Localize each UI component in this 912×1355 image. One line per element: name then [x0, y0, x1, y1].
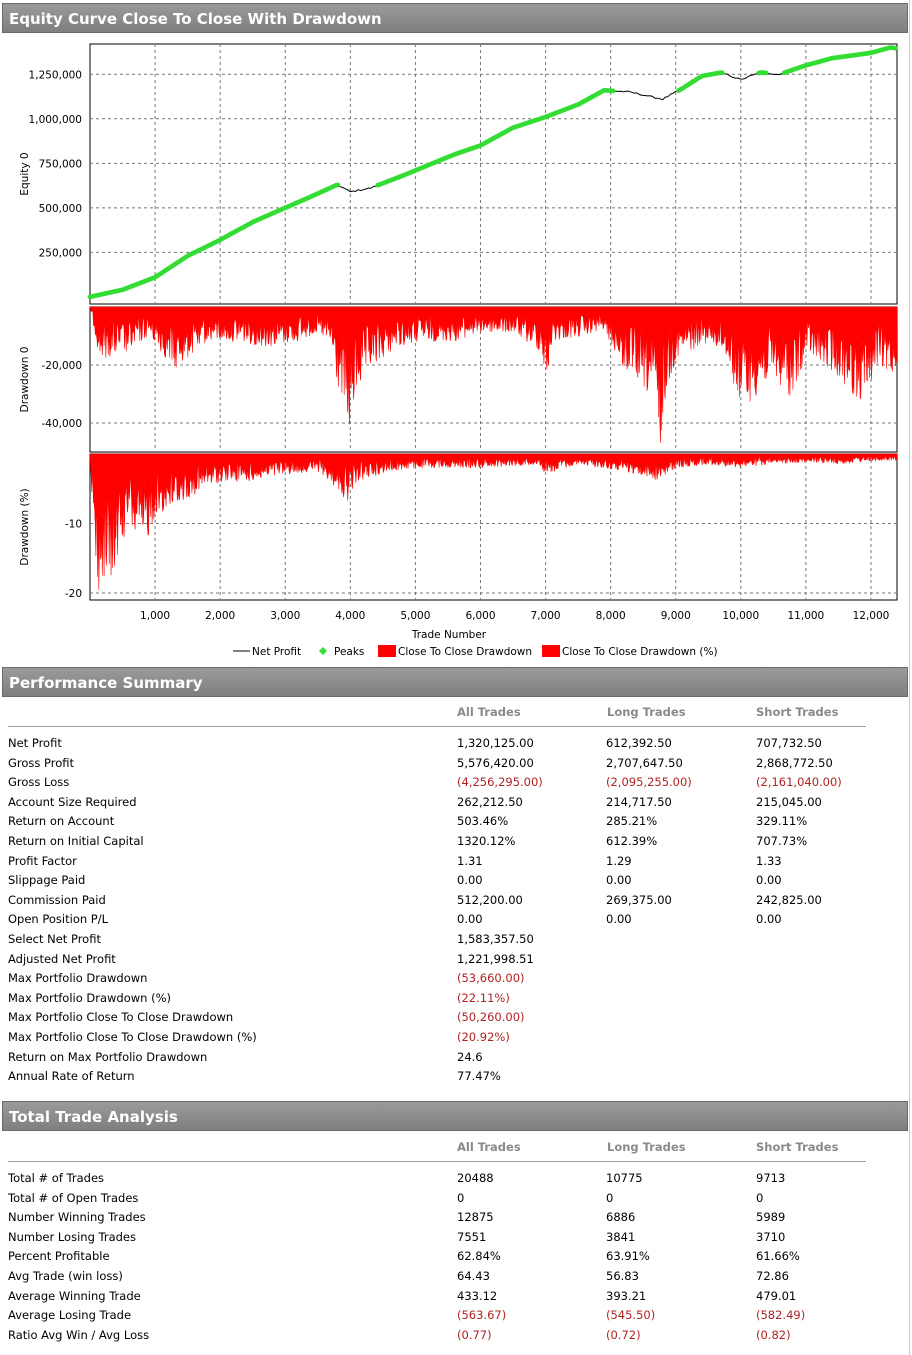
- row-label: Slippage Paid: [8, 873, 86, 888]
- y-axis-title: Drawdown 0: [19, 346, 31, 413]
- cell-value: 3710: [756, 1229, 786, 1244]
- cell-value: 1,320,125.00: [457, 736, 534, 750]
- header-divider: [8, 1161, 866, 1162]
- column-headers: [8, 1140, 868, 1158]
- peak-marker: [720, 71, 725, 76]
- x-tick-label: 2,000: [205, 610, 236, 622]
- column-header: Short Trades: [756, 1140, 839, 1154]
- row-label: Total # of Trades: [8, 1171, 105, 1185]
- cell-value: (2,095,255.00): [606, 775, 692, 790]
- row-label: Average Winning Trade: [8, 1288, 141, 1303]
- cell-value: 612,392.50: [606, 736, 672, 750]
- cell-value: 0.00: [756, 873, 782, 888]
- y-axis-title: Drawdown (%): [19, 488, 31, 566]
- y-tick-label: 250,000: [38, 247, 82, 260]
- table-row: [8, 1028, 868, 1048]
- table-row: [8, 754, 868, 774]
- column-header: Short Trades: [756, 705, 839, 719]
- x-tick-label: 11,000: [787, 610, 825, 622]
- cell-value: 77.47%: [457, 1069, 501, 1084]
- table-row: [8, 930, 868, 950]
- table-row: [8, 1169, 868, 1189]
- cell-value: (582.49): [756, 1308, 806, 1323]
- table-row: [8, 812, 868, 832]
- equity-drawdown-chart: [0, 34, 912, 662]
- cell-value: 269,375.00: [606, 892, 672, 907]
- peak-marker: [893, 46, 898, 51]
- cell-value: 242,825.00: [756, 892, 822, 907]
- cell-value: (0.82): [756, 1327, 791, 1342]
- cell-value: (4,256,295.00): [457, 775, 543, 790]
- table-row: [8, 1189, 868, 1209]
- y-tick-label: -10: [64, 518, 82, 531]
- cell-value: 9713: [756, 1171, 786, 1185]
- row-label: Max Portfolio Close To Close Drawdown: [8, 1010, 234, 1025]
- cell-value: (50,260.00): [457, 1010, 525, 1025]
- cell-value: 215,045.00: [756, 794, 822, 809]
- x-tick-label: 8,000: [595, 610, 626, 622]
- chart-section-title: Equity Curve Close To Close With Drawdown: [9, 10, 382, 28]
- table-row: [8, 1228, 868, 1248]
- cell-value: 2,868,772.50: [756, 755, 833, 770]
- table-row: [8, 950, 868, 970]
- performance-summary-table: [8, 705, 868, 1087]
- x-tick-label: 3,000: [270, 610, 301, 622]
- trade-analysis-header: [2, 1101, 908, 1131]
- cell-value: 10775: [606, 1171, 643, 1185]
- cell-value: 62.84%: [457, 1249, 501, 1264]
- row-label: Annual Rate of Return: [8, 1069, 135, 1084]
- cell-value: 214,717.50: [606, 794, 672, 809]
- cell-value: 1,221,998.51: [457, 951, 534, 966]
- table-row: [8, 1008, 868, 1028]
- y-tick-label: -20,000: [41, 360, 82, 372]
- table-row: [8, 1067, 868, 1087]
- row-label: Return on Max Portfolio Drawdown: [8, 1049, 208, 1064]
- x-tick-label: 10,000: [722, 610, 760, 622]
- cell-value: 24.6: [457, 1049, 483, 1064]
- table-row: [8, 871, 868, 891]
- cell-value: 0: [457, 1190, 465, 1205]
- cell-value: 262,212.50: [457, 794, 523, 809]
- peak-marker: [611, 89, 616, 94]
- cell-value: 512,200.00: [457, 892, 523, 907]
- cell-value: 0.00: [457, 873, 483, 888]
- row-label: Gross Loss: [8, 775, 70, 790]
- performance-summary-header: [2, 667, 908, 697]
- cell-value: 64.43: [457, 1268, 490, 1283]
- cell-value: 393.21: [606, 1288, 647, 1303]
- cell-value: 5989: [756, 1210, 786, 1225]
- table-row: [8, 773, 868, 793]
- cell-value: (20.92%): [457, 1029, 510, 1044]
- row-label: Select Net Profit: [8, 931, 101, 946]
- x-tick-label: 4,000: [335, 610, 366, 622]
- legend-drawdown: Close To Close Drawdown: [398, 646, 533, 658]
- y-tick-label: 1,000,000: [28, 113, 82, 126]
- table-row: [8, 969, 868, 989]
- cell-value: 6886: [606, 1210, 636, 1225]
- cell-value: (0.72): [606, 1327, 641, 1342]
- trade-analysis-table: [8, 1140, 868, 1345]
- chart-svg: [0, 34, 912, 662]
- table-row: [8, 910, 868, 930]
- row-label: Number Winning Trades: [8, 1210, 146, 1225]
- y-tick-label: 500,000: [38, 202, 82, 215]
- y-axis-title: Equity 0: [19, 152, 31, 196]
- column-header: Long Trades: [607, 1140, 686, 1154]
- table-row: [8, 793, 868, 813]
- cell-value: 3841: [606, 1229, 636, 1244]
- row-label: Max Portfolio Drawdown: [8, 971, 148, 986]
- cell-value: 5,576,420.00: [457, 755, 534, 770]
- cell-value: (545.50): [606, 1308, 656, 1323]
- trade-analysis-title: Total Trade Analysis: [9, 1108, 178, 1126]
- cell-value: 707,732.50: [756, 736, 822, 750]
- x-tick-label: 12,000: [852, 610, 890, 622]
- cell-value: 433.12: [457, 1288, 498, 1303]
- cell-value: 0.00: [606, 912, 632, 927]
- cell-value: 1.29: [606, 853, 632, 868]
- cell-value: 0: [606, 1190, 614, 1205]
- row-label: Commission Paid: [8, 892, 106, 907]
- table-row: [8, 832, 868, 852]
- cell-value: 329.11%: [756, 814, 808, 829]
- chart-section-header: [2, 3, 908, 33]
- x-tick-label: 1,000: [140, 610, 171, 622]
- legend-peaks: Peaks: [334, 646, 365, 658]
- table-row: [8, 1208, 868, 1228]
- row-label: Max Portfolio Drawdown (%): [8, 990, 172, 1005]
- cell-value: (53,660.00): [457, 971, 525, 986]
- cell-value: 61.66%: [756, 1249, 800, 1264]
- legend-drawdown-percent: Close To Close Drawdown (%): [562, 646, 718, 658]
- column-header: All Trades: [457, 1140, 521, 1154]
- row-label: Return on Initial Capital: [8, 833, 144, 848]
- row-label: Net Profit: [8, 736, 62, 750]
- plot-frame: [90, 44, 897, 304]
- row-label: Average Losing Trade: [8, 1308, 132, 1323]
- y-tick-label: -20: [64, 588, 82, 601]
- row-label: Number Losing Trades: [8, 1229, 136, 1244]
- cell-value: (22.11%): [457, 990, 510, 1005]
- table-row: [8, 1287, 868, 1307]
- cell-value: 1320.12%: [457, 833, 516, 848]
- column-header: Long Trades: [607, 705, 686, 719]
- table-row: [8, 734, 868, 754]
- cell-value: 0.00: [457, 912, 483, 927]
- row-label: Avg Trade (win loss): [8, 1268, 123, 1283]
- x-tick-label: 6,000: [465, 610, 496, 622]
- cell-value: 0.00: [606, 873, 632, 888]
- row-label: Adjusted Net Profit: [8, 951, 116, 966]
- cell-value: 612.39%: [606, 833, 658, 848]
- cell-value: 1,583,357.50: [457, 931, 534, 946]
- row-label: Ratio Avg Win / Avg Loss: [8, 1327, 150, 1342]
- table-row: [8, 852, 868, 872]
- x-tick-label: 7,000: [530, 610, 561, 622]
- cell-value: (2,161,040.00): [756, 775, 842, 790]
- cell-value: 72.86: [756, 1268, 789, 1283]
- x-axis-title: Trade Number: [411, 629, 487, 641]
- header-divider: [8, 726, 866, 727]
- cell-value: 1.31: [457, 853, 483, 868]
- row-label: Profit Factor: [8, 853, 77, 868]
- cell-value: 0: [756, 1190, 764, 1205]
- row-label: Return on Account: [8, 814, 115, 829]
- cell-value: (0.77): [457, 1327, 492, 1342]
- row-label: Total # of Open Trades: [8, 1190, 139, 1205]
- cell-value: 707.73%: [756, 833, 808, 848]
- table-row: [8, 1326, 868, 1346]
- column-headers: [8, 705, 868, 723]
- table-row: [8, 1247, 868, 1267]
- table-row: [8, 989, 868, 1009]
- cell-value: 12875: [457, 1210, 494, 1225]
- y-tick-label: 1,250,000: [28, 69, 82, 82]
- row-label: Open Position P/L: [8, 912, 109, 927]
- row-label: Max Portfolio Close To Close Drawdown (%): [8, 1029, 257, 1044]
- x-tick-label: 9,000: [660, 610, 691, 622]
- cell-value: 285.21%: [606, 814, 658, 829]
- row-label: Account Size Required: [8, 794, 137, 809]
- table-row: [8, 1048, 868, 1068]
- row-label: Gross Profit: [8, 755, 75, 770]
- row-label: Percent Profitable: [8, 1249, 110, 1264]
- x-tick-label: 5,000: [400, 610, 431, 622]
- cell-value: 479.01: [756, 1288, 797, 1303]
- legend-swatch-drawdown-percent: [542, 645, 560, 657]
- cell-value: 2,707,647.50: [606, 755, 683, 770]
- legend-net-profit: Net Profit: [252, 646, 302, 658]
- y-tick-label: 750,000: [38, 158, 82, 171]
- performance-summary-title: Performance Summary: [9, 674, 203, 692]
- cell-value: 503.46%: [457, 814, 509, 829]
- cell-value: (563.67): [457, 1308, 507, 1323]
- y-tick-label: -40,000: [41, 418, 82, 430]
- cell-value: 7551: [457, 1229, 487, 1244]
- cell-value: 0.00: [756, 912, 782, 927]
- cell-value: 1.33: [756, 853, 782, 868]
- peak-marker: [764, 71, 769, 76]
- window-edge: [909, 0, 910, 1355]
- cell-value: 63.91%: [606, 1249, 650, 1264]
- table-row: [8, 1267, 868, 1287]
- peak-marker: [335, 183, 340, 188]
- table-row: [8, 1306, 868, 1326]
- table-row: [8, 891, 868, 911]
- cell-value: 20488: [457, 1171, 494, 1185]
- column-header: All Trades: [457, 705, 521, 719]
- legend-swatch-peaks: [319, 647, 327, 655]
- legend-swatch-drawdown: [378, 645, 396, 657]
- cell-value: 56.83: [606, 1268, 639, 1283]
